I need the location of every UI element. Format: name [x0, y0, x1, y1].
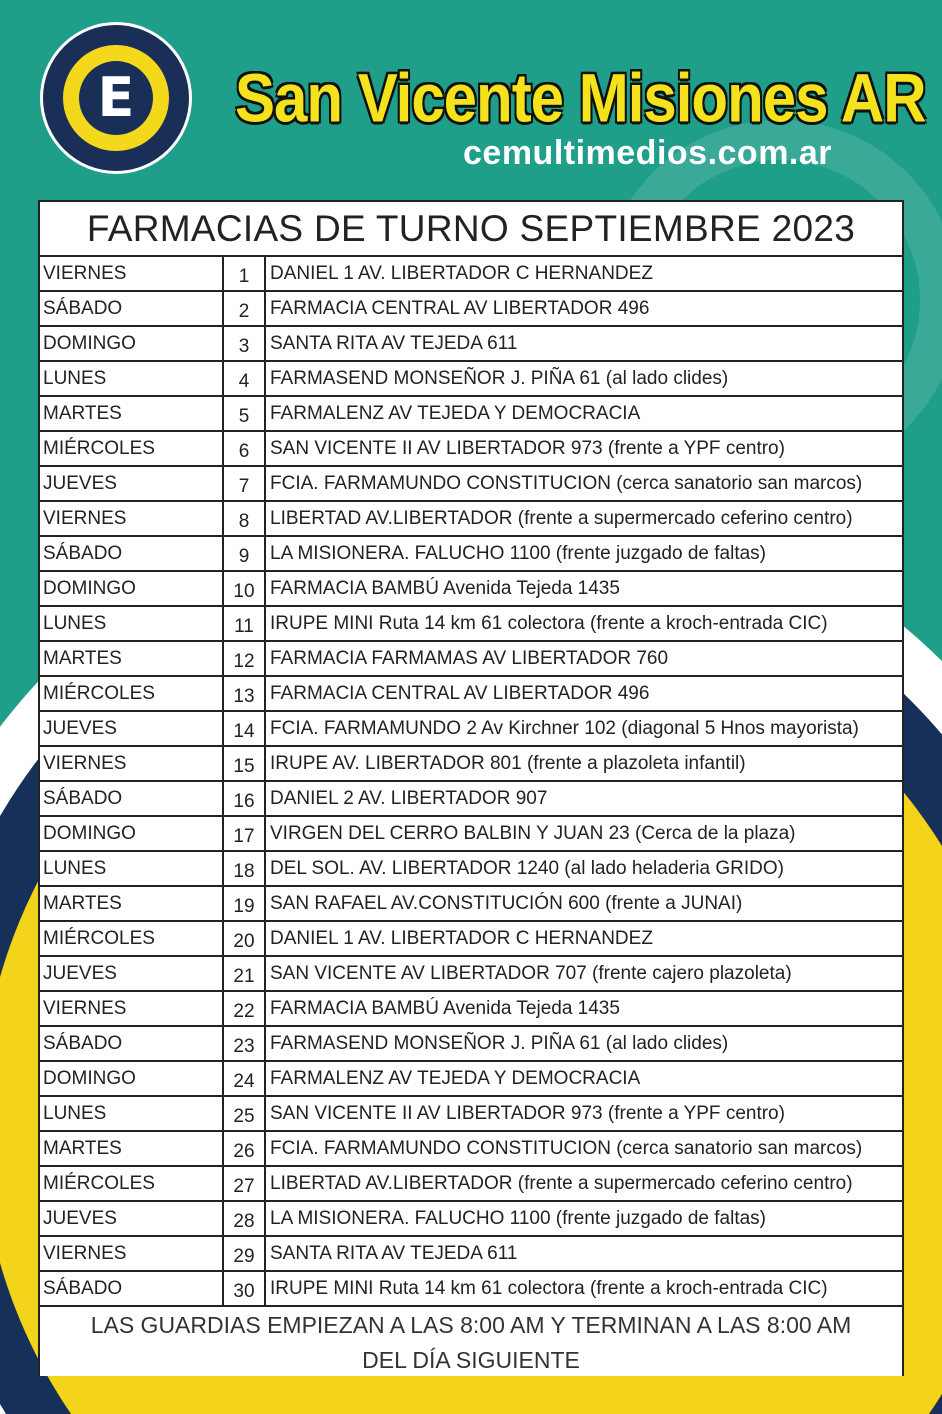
row-pharmacy: FCIA. FARMAMUNDO 2 Av Kirchner 102 (diagonal 5 Hnos mayorista)	[270, 718, 859, 739]
site-url: cemultimedios.com.ar	[463, 134, 833, 172]
row-pharmacy: FARMASEND MONSEÑOR J. PIÑA 61 (al lado clides)	[270, 1033, 729, 1054]
row-date: 26	[222, 1132, 266, 1165]
table-row	[40, 747, 902, 782]
row-day: SÁBADO	[43, 1033, 123, 1054]
row-day: MIÉRCOLES	[43, 928, 155, 949]
row-date: 20	[222, 922, 266, 955]
row-day: MARTES	[43, 403, 122, 424]
row-day: LUNES	[43, 858, 107, 879]
row-date: 9	[222, 537, 266, 570]
row-pharmacy: LIBERTAD AV.LIBERTADOR (frente a supermercado ceferino centro)	[270, 1173, 853, 1194]
row-pharmacy: FARMACIA FARMAMAS AV LIBERTADOR 760	[270, 648, 669, 669]
table-row	[40, 607, 902, 642]
row-date: 10	[222, 572, 266, 605]
row-pharmacy: FARMALENZ AV TEJEDA Y DEMOCRACIA	[270, 403, 641, 424]
row-pharmacy: FARMACIA CENTRAL AV LIBERTADOR 496	[270, 683, 650, 704]
table-row	[40, 817, 902, 852]
table-row	[40, 1132, 902, 1167]
row-day: MARTES	[43, 1138, 122, 1159]
row-day: DOMINGO	[43, 823, 136, 844]
schedule-footer-note	[40, 1307, 902, 1378]
row-date: 3	[222, 327, 266, 360]
table-row	[40, 1237, 902, 1272]
row-date: 22	[222, 992, 266, 1025]
row-day: VIERNES	[43, 263, 127, 284]
row-pharmacy: DANIEL 1 AV. LIBERTADOR C HERNANDEZ	[270, 263, 653, 284]
row-pharmacy: IRUPE AV. LIBERTADOR 801 (frente a plazoleta infantil)	[270, 753, 746, 774]
row-pharmacy: SANTA RITA AV TEJEDA 611	[270, 1243, 518, 1264]
row-date: 15	[222, 747, 266, 780]
row-pharmacy: SAN VICENTE II AV LIBERTADOR 973 (frente a YPF centro)	[270, 1103, 785, 1124]
row-day: VIERNES	[43, 508, 127, 529]
row-date: 24	[222, 1062, 266, 1095]
row-pharmacy: FARMACIA CENTRAL AV LIBERTADOR 496	[270, 298, 650, 319]
table-row	[40, 572, 902, 607]
row-date: 2	[222, 292, 266, 325]
table-row	[40, 362, 902, 397]
row-pharmacy: FCIA. FARMAMUNDO CONSTITUCION (cerca sanatorio san marcos)	[270, 1138, 863, 1159]
row-date: 18	[222, 852, 266, 885]
row-day: JUEVES	[43, 1208, 117, 1229]
table-row	[40, 537, 902, 572]
table-row	[40, 1202, 902, 1237]
table-row	[40, 502, 902, 537]
table-row	[40, 642, 902, 677]
table-row	[40, 1272, 902, 1307]
row-date: 12	[222, 642, 266, 675]
row-pharmacy: LA MISIONERA. FALUCHO 1100 (frente juzgado de faltas)	[270, 543, 766, 564]
row-day: SÁBADO	[43, 543, 123, 564]
row-pharmacy: LIBERTAD AV.LIBERTADOR (frente a supermercado ceferino centro)	[270, 508, 853, 529]
row-day: DOMINGO	[43, 1068, 136, 1089]
row-date: 29	[222, 1237, 266, 1270]
row-date: 25	[222, 1097, 266, 1130]
table-row	[40, 397, 902, 432]
row-pharmacy: SAN RAFAEL AV.CONSTITUCIÓN 600 (frente a JUNAI)	[270, 893, 743, 914]
row-pharmacy: DEL SOL. AV. LIBERTADOR 1240 (al lado heladeria GRIDO)	[270, 858, 784, 879]
footer-line-1: LAS GUARDIAS EMPIEZAN A LAS 8:00 AM Y TERMINAN A LAS 8:00 AM	[90, 1312, 852, 1338]
row-pharmacy: FARMACIA BAMBÚ Avenida Tejeda 1435	[270, 578, 620, 599]
table-row	[40, 957, 902, 992]
row-day: VIERNES	[43, 753, 127, 774]
table-row	[40, 467, 902, 502]
table-row	[40, 677, 902, 712]
row-pharmacy: DANIEL 2 AV. LIBERTADOR 907	[270, 788, 548, 809]
row-date: 28	[222, 1202, 266, 1235]
table-row	[40, 1097, 902, 1132]
table-row	[40, 852, 902, 887]
table-row	[40, 992, 902, 1027]
row-date: 30	[222, 1272, 266, 1305]
row-day: SÁBADO	[43, 788, 123, 809]
row-day: MIÉRCOLES	[43, 1173, 155, 1194]
row-day: MARTES	[43, 648, 122, 669]
row-pharmacy: FARMASEND MONSEÑOR J. PIÑA 61 (al lado clides)	[270, 368, 729, 389]
row-date: 11	[222, 607, 266, 640]
row-date: 6	[222, 432, 266, 465]
table-row	[40, 327, 902, 362]
row-pharmacy: FARMALENZ AV TEJEDA Y DEMOCRACIA	[270, 1068, 641, 1089]
schedule-table	[40, 257, 902, 1307]
row-date: 13	[222, 677, 266, 710]
table-row	[40, 1027, 902, 1062]
row-day: SÁBADO	[43, 298, 123, 319]
row-day: VIERNES	[43, 1243, 127, 1264]
row-date: 21	[222, 957, 266, 990]
row-date: 1	[222, 257, 266, 290]
schedule-title: FARMACIAS DE TURNO SEPTIEMBRE 2023	[40, 200, 902, 257]
row-day: VIERNES	[43, 998, 127, 1019]
pharmacy-schedule-sheet	[38, 200, 904, 1376]
row-pharmacy: LA MISIONERA. FALUCHO 1100 (frente juzgado de faltas)	[270, 1208, 766, 1229]
row-day: LUNES	[43, 368, 107, 389]
row-pharmacy: DANIEL 1 AV. LIBERTADOR C HERNANDEZ	[270, 928, 653, 949]
logo-letter: E	[97, 66, 135, 129]
row-pharmacy: SAN VICENTE AV LIBERTADOR 707 (frente cajero plazoleta)	[270, 963, 792, 984]
row-day: DOMINGO	[43, 333, 136, 354]
site-title: San Vicente Misiones AR	[235, 59, 926, 137]
row-date: 5	[222, 397, 266, 430]
row-date: 19	[222, 887, 266, 920]
row-day: LUNES	[43, 1103, 107, 1124]
row-date: 16	[222, 782, 266, 815]
row-pharmacy: IRUPE MINI Ruta 14 km 61 colectora (frente a kroch-entrada CIC)	[270, 613, 828, 634]
row-pharmacy: SANTA RITA AV TEJEDA 611	[270, 333, 518, 354]
radio-ce-logo	[40, 22, 192, 174]
row-day: JUEVES	[43, 963, 117, 984]
row-date: 7	[222, 467, 266, 500]
row-pharmacy: VIRGEN DEL CERRO BALBIN Y JUAN 23 (Cerca de la plaza)	[270, 823, 796, 844]
row-day: LUNES	[43, 613, 107, 634]
row-day: MIÉRCOLES	[43, 683, 155, 704]
row-date: 17	[222, 817, 266, 850]
table-row	[40, 712, 902, 747]
row-date: 14	[222, 712, 266, 745]
row-pharmacy: FARMACIA BAMBÚ Avenida Tejeda 1435	[270, 998, 620, 1019]
header	[0, 0, 942, 200]
table-row	[40, 292, 902, 327]
row-day: DOMINGO	[43, 578, 136, 599]
row-date: 4	[222, 362, 266, 395]
row-pharmacy: SAN VICENTE II AV LIBERTADOR 973 (frente a YPF centro)	[270, 438, 785, 459]
row-day: JUEVES	[43, 718, 117, 739]
table-row	[40, 782, 902, 817]
table-row	[40, 1167, 902, 1202]
row-day: MARTES	[43, 893, 122, 914]
row-date: 27	[222, 1167, 266, 1200]
row-day: JUEVES	[43, 473, 117, 494]
table-row	[40, 257, 902, 292]
row-date: 8	[222, 502, 266, 535]
table-row	[40, 1062, 902, 1097]
row-day: SÁBADO	[43, 1278, 123, 1299]
table-row	[40, 887, 902, 922]
table-row	[40, 432, 902, 467]
table-row	[40, 922, 902, 957]
row-day: MIÉRCOLES	[43, 438, 155, 459]
row-date: 23	[222, 1027, 266, 1060]
footer-line-2: DEL DÍA SIGUIENTE	[362, 1347, 580, 1373]
row-pharmacy: FCIA. FARMAMUNDO CONSTITUCION (cerca sanatorio san marcos)	[270, 473, 863, 494]
row-pharmacy: IRUPE MINI Ruta 14 km 61 colectora (frente a kroch-entrada CIC)	[270, 1278, 828, 1299]
